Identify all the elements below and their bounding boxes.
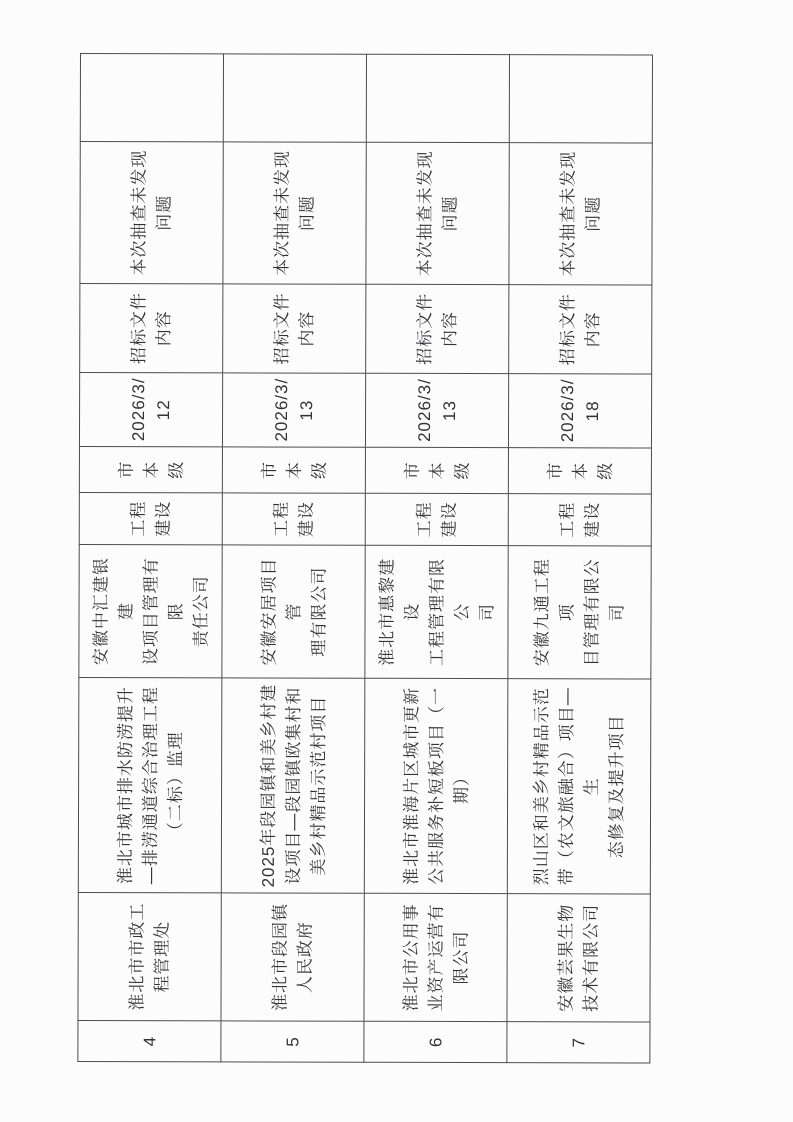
- cell-project-level: 市本 级: [508, 448, 651, 494]
- cell-check-result: 本次抽查未发现 问题: [509, 143, 652, 285]
- cell-tenderer: 淮北市市政工 程管理处: [78, 892, 221, 1020]
- cell-check-date: 2026/3/ 18: [508, 374, 651, 448]
- cell-seq-number: 5: [221, 1021, 364, 1062]
- cell-project-category: 工程 建设: [508, 494, 651, 546]
- cell-project-level: 市本 级: [222, 447, 365, 493]
- cell-check-date: 2026/3/ 12: [79, 373, 222, 447]
- cell-remark: [80, 54, 223, 142]
- cell-agency: 安徽九通工程项 目管理有限公司: [508, 546, 651, 679]
- cell-check-content: 招标文件 内容: [223, 284, 366, 373]
- cell-check-content: 招标文件 内容: [509, 285, 652, 374]
- table-row: [221, 54, 367, 1062]
- cell-project-name: 淮北市城市排水防涝提升 —排涝通道综合治理工程 （二标）监理: [78, 677, 222, 892]
- cell-project-level: 市本 级: [365, 447, 508, 493]
- cell-check-result: 本次抽查未发现 问题: [80, 142, 223, 284]
- cell-project-name: 烈山区和美乡村精品示范 带（农文旅融合）项目—生 态修复及提升项目: [507, 679, 651, 894]
- table-row: [78, 54, 224, 1062]
- cell-check-date: 2026/3/ 13: [365, 373, 508, 447]
- cell-seq-number: 7: [507, 1022, 650, 1063]
- cell-seq-number: 6: [364, 1021, 507, 1062]
- table-row: [507, 55, 653, 1063]
- inspection-table: [77, 53, 653, 1063]
- cell-tenderer: 淮北市段园镇 人民政府: [221, 893, 364, 1021]
- cell-tenderer: 淮北市公用事 业资产运营有 限公司: [364, 893, 507, 1021]
- cell-check-result: 本次抽查未发现 问题: [366, 142, 509, 284]
- cell-project-category: 工程 建设: [79, 492, 222, 544]
- table-row: [364, 54, 510, 1062]
- cell-project-name: 淮北市淮海片区城市更新 公共服务补短板项目（一 期）: [364, 678, 508, 893]
- cell-seq-number: 4: [78, 1020, 221, 1061]
- cell-project-category: 工程 建设: [365, 493, 508, 545]
- cell-agency: 淮北市惠黎建设 工程管理有限公 司: [365, 545, 508, 678]
- cell-tenderer: 安徽芸果生物 技术有限公司: [507, 894, 650, 1022]
- cell-remark: [223, 54, 366, 142]
- rotated-table-wrapper: [77, 54, 652, 1063]
- cell-project-name: 2025年段园镇和美乡村建 设项目—段园镇欧集村和 美乡村精品示范村项目: [221, 678, 365, 893]
- cell-check-result: 本次抽查未发现 问题: [223, 142, 366, 284]
- cell-check-date: 2026/3/ 13: [222, 373, 365, 447]
- cell-remark: [509, 55, 652, 143]
- cell-agency: 安徽安居项目管 理有限公司: [222, 545, 365, 678]
- cell-project-category: 工程 建设: [222, 493, 365, 545]
- cell-check-content: 招标文件 内容: [80, 284, 223, 373]
- cell-remark: [366, 54, 509, 142]
- cell-agency: 安徽中汇建银建 设项目管理有限 责任公司: [79, 544, 222, 677]
- cell-check-content: 招标文件 内容: [366, 284, 509, 373]
- cell-project-level: 市本 级: [79, 446, 222, 492]
